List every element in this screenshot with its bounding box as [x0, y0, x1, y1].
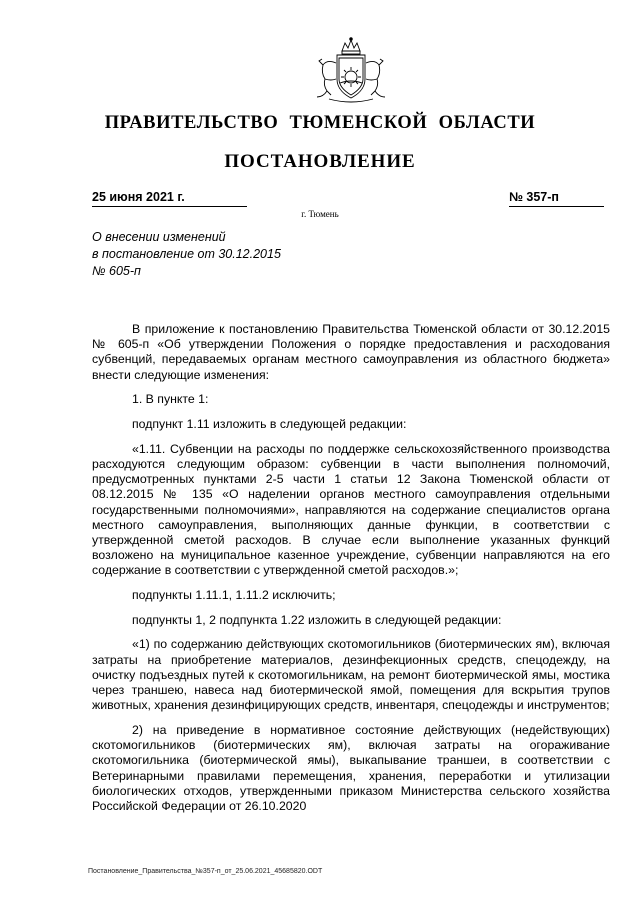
coat-of-arms-icon [309, 35, 393, 105]
subject-line: в постановление от 30.12.2015 [92, 247, 281, 261]
body-paragraph: 1. В пункте 1: [132, 392, 209, 407]
document-type: ПОСТАНОВЛЕНИЕ [224, 151, 416, 172]
document-date: 25 июня 2021 г. [92, 190, 247, 207]
document-subject [92, 229, 352, 280]
document-number: № 357-п [509, 190, 604, 207]
subject-line: № 605-п [92, 264, 141, 278]
file-footer: Постановление_Правительства_№357-п_от_25.06.2021_45685820.ODT [88, 868, 323, 875]
body-paragraph: «1) по содержанию действующих скотомогильников (биотермических ям), включая затраты на приобретение материалов, дезинфекционных средств, спецодежду, на очистку подъездных путей к скотомогильникам, на ремонт биотермической ямы, мостика через траншею, навеса над биотермической ямой, помещения для вскрытия трупов животных, хранения дезинфицирующих средств, инвентаря, спецодежды и инструментов; [92, 637, 610, 713]
document-city: г. Тюмень [301, 209, 339, 219]
body-paragraph: подпункты 1.11.1, 1.11.2 исключить; [132, 588, 336, 603]
body-paragraph: подпункты 1, 2 подпункта 1.22 изложить в следующей редакции: [132, 612, 502, 627]
body-paragraph: подпункт 1.11 изложить в следующей редакции: [132, 417, 407, 432]
body-paragraph: 2) на приведение в нормативное состояние действующих (недействующих) скотомогильников (биотермических ям), включая затраты на огораживание скотомогильника (биотермической ямы), выкапывание траншеи, в соответствии с Ветеринарными правилами перемещения, хранения, переработки и утилизации биологических отходов, утвержденными приказом Министерства сельского хозяйства Российской Федерации от 26.10.2020 [92, 722, 610, 813]
organization-title: ПРАВИТЕЛЬСТВО ТЮМЕНСКОЙ ОБЛАСТИ [104, 113, 536, 133]
subject-line: О внесении изменений [92, 230, 226, 244]
document-body [92, 322, 610, 824]
body-paragraph: В приложение к постановлению Правительства Тюменской области от 30.12.2015 № 605-п «Об утверждении Положения о порядке предоставления и расходования субвенций, передаваемых органам местного самоуправления из областного бюджета» внести следующие изменения: [92, 322, 610, 382]
body-paragraph: «1.11. Субвенции на расходы по поддержке сельскохозяйственного производства расходуются следующим образом: субвенции в части выполнения полномочий, предусмотренных пунктами 2-5 части 1 статьи 12 Закона Тюменской области от 08.12.2015 № 135 «О наделении органов местного самоуправления отдельными государственными полномочиями», направляются на содержание специалистов органа местного самоуправления, выполняющих данные функции, в соответствии с утвержденной сметой расходов. В случае если выполнение указанных функций возложено на муниципальное казенное учреждение, субвенции направляются на его содержание в соответствии с утвержденной сметой расходов.»; [92, 441, 610, 578]
